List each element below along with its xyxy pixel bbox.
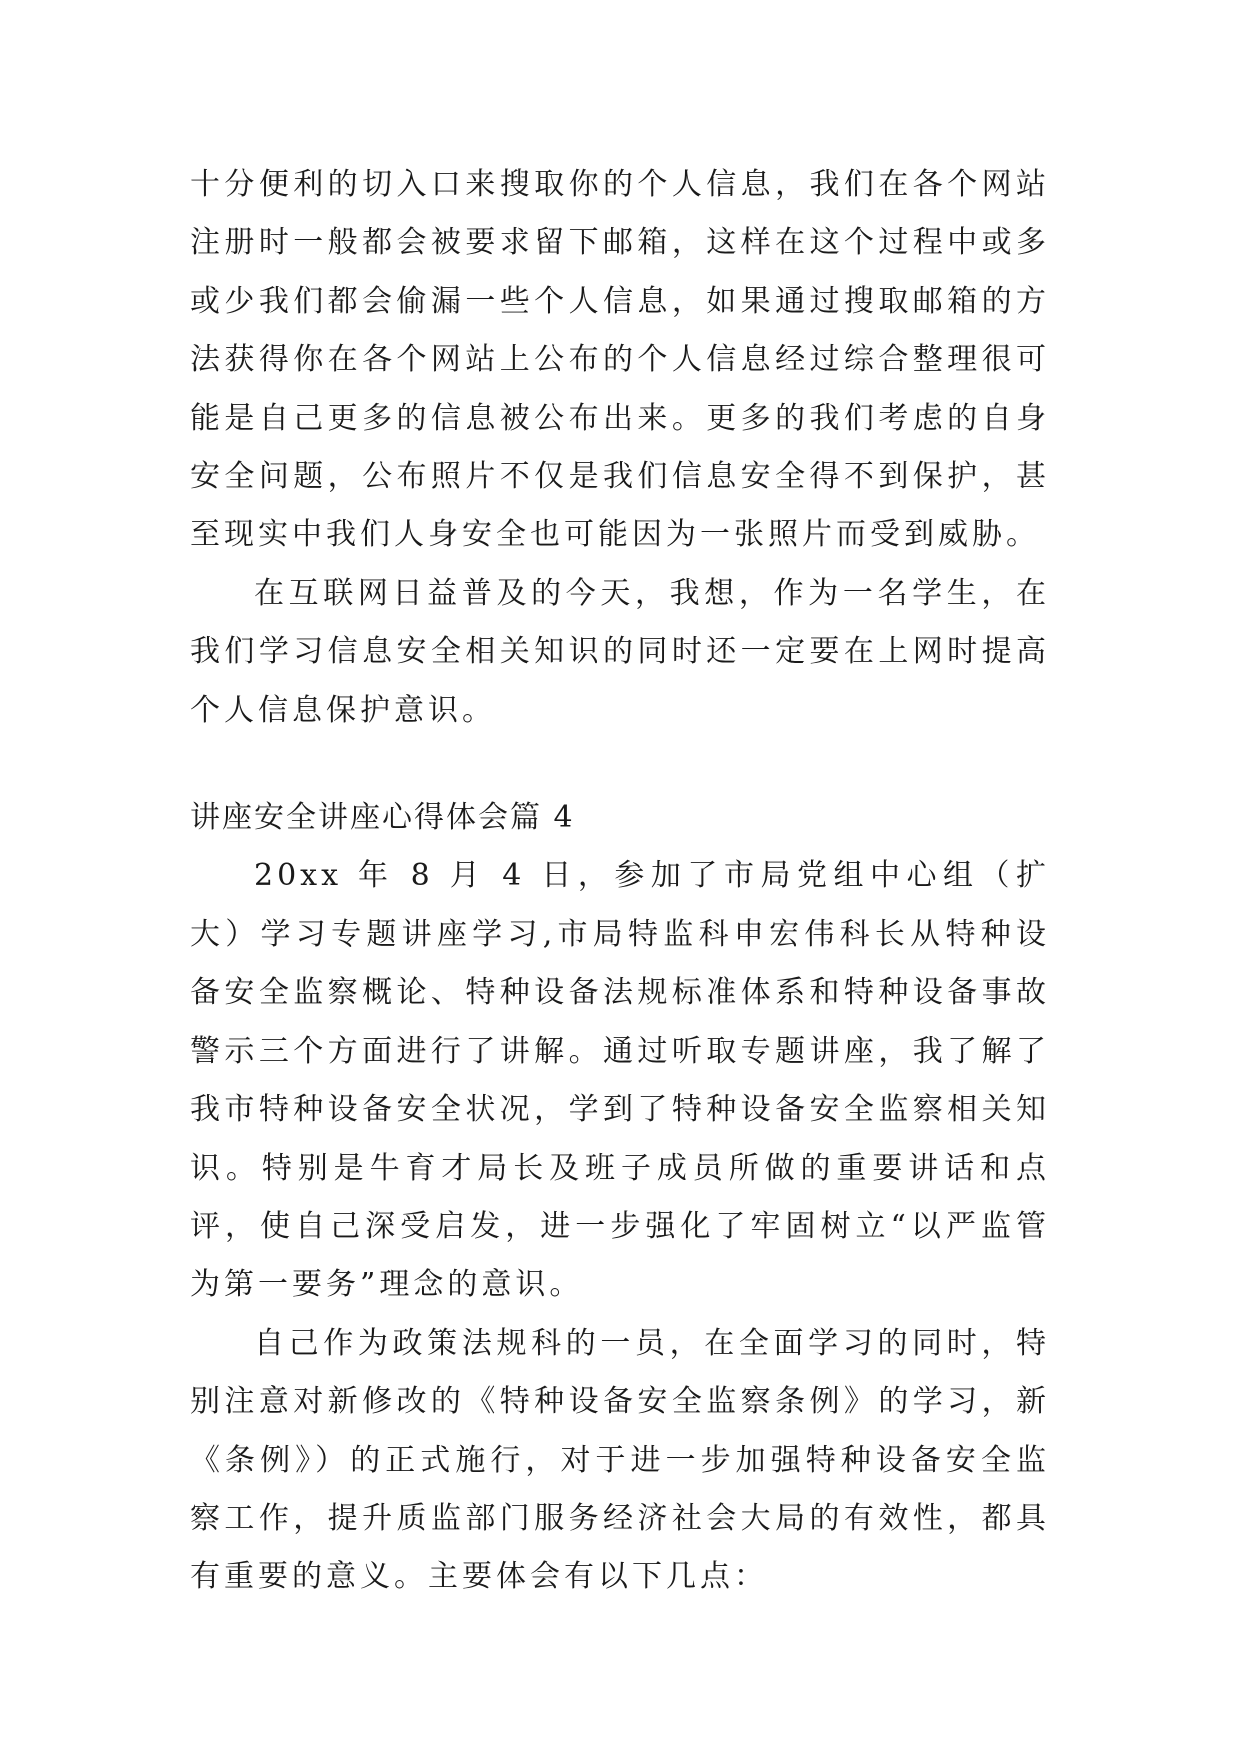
paragraph-student-awareness: 在互联网日益普及的今天，我想，作为一名学生，在我们学习信息安全相关知识的同时还一定要在上网时提高个人信息保护意识。 (190, 575, 1050, 728)
document-body (190, 156, 1050, 1607)
paragraph-lecture-summary: 20xx 年 8 月 4 日，参加了市局党组中心组（扩大）学习专题讲座学习,市局特监科申宏伟科长从特种设备安全监察概论、特种设备法规标准体系和特种设备事故警示三个方面进行了讲解。通过听取专题讲座，我了解了我市特种设备安全状况，学到了特种设备安全监察相关知识。特别是牛育才局长及班子成员所做的重要讲话和点评，使自己深受启发，进一步强化了牢固树立“以严监管为第一要务”理念的意识。 (190, 858, 1050, 1303)
section-heading: 讲座安全讲座心得体会篇 4 (190, 800, 575, 836)
paragraph-regulation-study: 自己作为政策法规科的一员，在全面学习的同时，特别注意对新修改的《特种设备安全监察条例》的学习，新《条例》）的正式施行，对于进一步加强特种设备安全监察工作，提升质监部门服务经济社会大局的有效性，都具有重要的意义。主要体会有以下几点： (190, 1325, 1050, 1595)
paragraph-personal-info-risks: 十分便利的切入口来搜取你的个人信息，我们在各个网站注册时一般都会被要求留下邮箱，这样在这个过程中或多或少我们都会偷漏一些个人信息，如果通过搜取邮箱的方法获得你在各个网站上公布的个人信息经过综合整理很可能是自己更多的信息被公布出来。更多的我们考虑的自身安全问题，公布照片不仅是我们信息安全得不到保护，甚至现实中我们人身安全也可能因为一张照片而受到威胁。 (190, 167, 1050, 553)
